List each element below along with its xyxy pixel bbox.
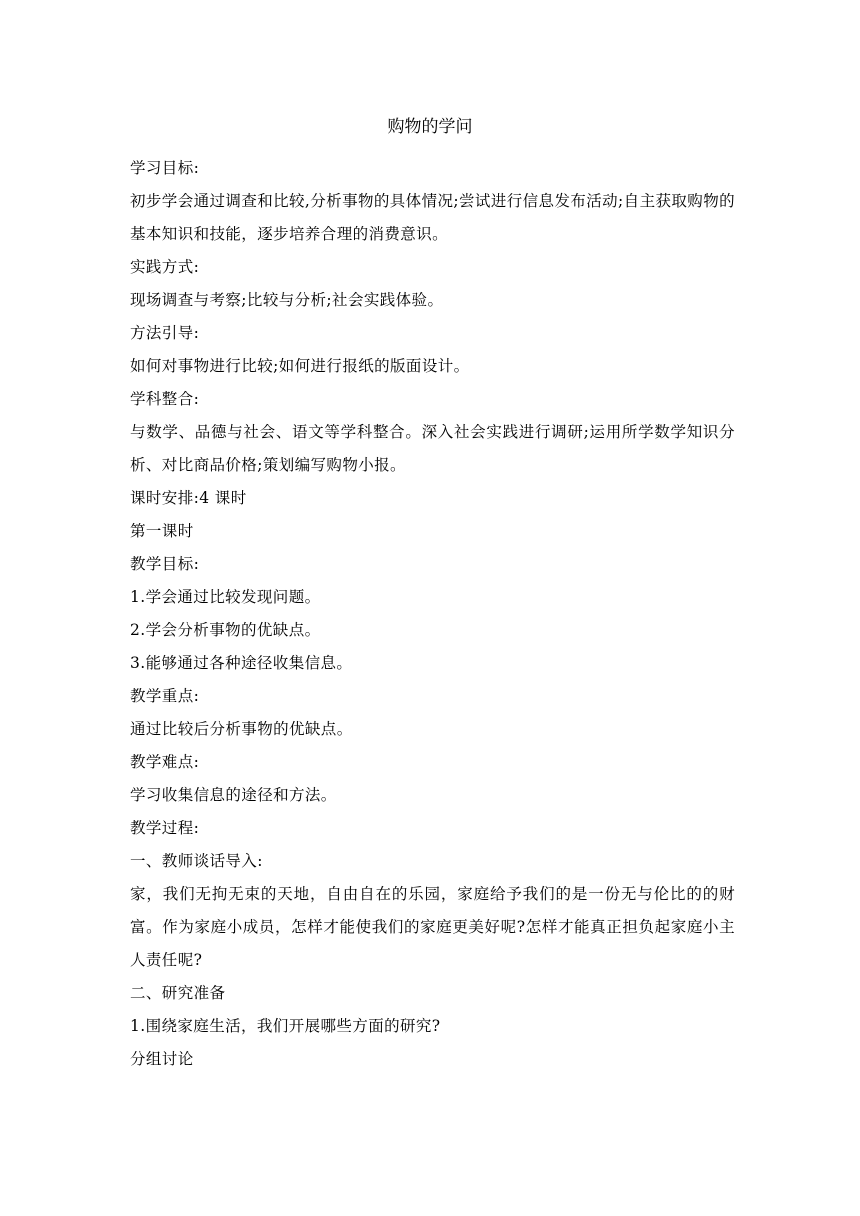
list-item-research-1: 1.围绕家庭生活，我们开展哪些方面的研究?	[130, 1017, 441, 1035]
paragraph-subject-integration: 与数学、品德与社会、语文等学科整合。深入社会实践进行调研;运用所学数学知识分析、对比商品价格;策划编写购物小报。	[130, 423, 735, 474]
heading-method-guidance: 方法引导:	[130, 324, 200, 342]
list-item-goal-2: 2.学会分析事物的优缺点。	[130, 621, 321, 639]
paragraph-difficulties: 学习收集信息的途径和方法。	[130, 786, 337, 804]
heading-key-points: 教学重点:	[130, 687, 200, 705]
paragraph-practice-method: 现场调查与考察;比较与分析;社会实践体验。	[130, 291, 444, 309]
paragraph-group-discussion: 分组讨论	[130, 1050, 194, 1068]
document-title: 购物的学问	[387, 117, 473, 137]
section-heading-research-prep: 二、研究准备	[130, 984, 226, 1002]
document-body	[130, 152, 735, 1076]
heading-difficulties: 教学难点:	[130, 753, 200, 771]
heading-subject-integration: 学科整合:	[130, 390, 200, 408]
heading-first-lesson: 第一课时	[130, 522, 194, 540]
heading-teaching-process: 教学过程:	[130, 819, 200, 837]
heading-teaching-goals: 教学目标:	[130, 555, 200, 573]
list-item-goal-1: 1.学会通过比较发现问题。	[130, 588, 321, 606]
heading-practice-method: 实践方式:	[130, 258, 200, 276]
list-item-goal-3: 3.能够通过各种途径收集信息。	[130, 654, 353, 672]
heading-learning-goals: 学习目标:	[130, 159, 200, 177]
section-heading-introduction: 一、教师谈话导入:	[130, 852, 263, 870]
paragraph-introduction: 家，我们无拘无束的天地，自由自在的乐园，家庭给予我们的是一份无与伦比的的财富。作为家庭小成员，怎样才能使我们的家庭更美好呢?怎样才能真正担负起家庭小主人责任呢?	[130, 885, 735, 969]
paragraph-method-guidance: 如何对事物进行比较;如何进行报纸的版面设计。	[130, 357, 470, 375]
paragraph-key-points: 通过比较后分析事物的优缺点。	[130, 720, 353, 738]
paragraph-learning-goals: 初步学会通过调查和比较,分析事物的具体情况;尝试进行信息发布活动;自主获取购物的基本知识和技能，逐步培养合理的消费意识。	[130, 192, 735, 243]
paragraph-class-schedule: 课时安排:4 课时	[130, 489, 247, 507]
